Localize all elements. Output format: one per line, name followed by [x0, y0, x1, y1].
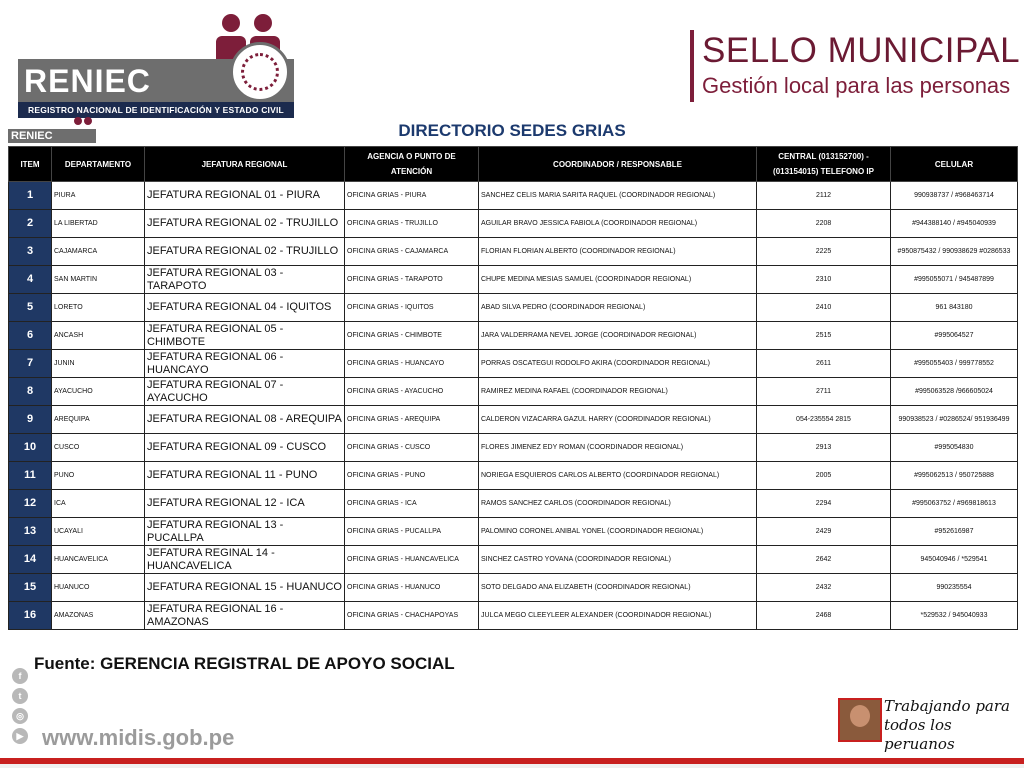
mini-logo-text: RENIEC: [8, 129, 96, 143]
cell-item: 5: [9, 294, 52, 322]
cell-coord: ABAD SILVA PEDRO (COORDINADOR REGIONAL): [479, 294, 757, 322]
cell-ag: OFICINA GRIAS - HUANUCO: [345, 574, 479, 602]
cell-jef: JEFATURA REGIONAL 15 - HUANUCO: [145, 574, 345, 602]
cell-jef: JEFATURA REGIONAL 12 - ICA: [145, 490, 345, 518]
table-row: [9, 378, 1018, 406]
cell-item: 10: [9, 434, 52, 462]
cell-tel: 2711: [757, 378, 891, 406]
column-header: CELULAR: [891, 147, 1018, 182]
cell-dep: SAN MARTIN: [52, 266, 145, 294]
cell-coord: RAMOS SANCHEZ CARLOS (COORDINADOR REGIONAL): [479, 490, 757, 518]
cell-dep: JUNIN: [52, 350, 145, 378]
column-header: JEFATURA REGIONAL: [145, 147, 345, 182]
instagram-icon[interactable]: ◎: [12, 708, 28, 724]
cell-item: 2: [9, 210, 52, 238]
cell-jef: JEFATURA REGIONAL 08 - AREQUIPA: [145, 406, 345, 434]
cell-dep: AMAZONAS: [52, 602, 145, 630]
cell-dep: UCAYALI: [52, 518, 145, 546]
directorio-table: [8, 146, 1018, 630]
cell-tel: 2310: [757, 266, 891, 294]
table-row: [9, 350, 1018, 378]
cell-jef: JEFATURA REGIONAL 02 - TRUJILLO: [145, 210, 345, 238]
facebook-icon[interactable]: f: [12, 668, 28, 684]
cell-coord: NORIEGA ESQUIEROS CARLOS ALBERTO (COORDINADOR REGIONAL): [479, 462, 757, 490]
cell-cel: #952616987: [891, 518, 1018, 546]
twitter-icon[interactable]: t: [12, 688, 28, 704]
cell-coord: CALDERON VIZACARRA GAZUL HARRY (COORDINADOR REGIONAL): [479, 406, 757, 434]
president-photo: [838, 698, 882, 742]
cell-coord: AGUILAR BRAVO JESSICA FABIOLA (COORDINADOR REGIONAL): [479, 210, 757, 238]
cell-coord: JARA VALDERRAMA NEVEL JORGE (COORDINADOR REGIONAL): [479, 322, 757, 350]
cell-cel: #995055071 / 945487899: [891, 266, 1018, 294]
cell-jef: JEFATURA REGIONAL 06 - HUANCAYO: [145, 350, 345, 378]
cell-cel: #995062513 / 950725888: [891, 462, 1018, 490]
cell-cel: 990938737 / #968463714: [891, 182, 1018, 210]
cell-jef: JEFATURA REGIONAL 05 - CHIMBOTE: [145, 322, 345, 350]
table-body: [9, 182, 1018, 630]
cell-jef: JEFATURA REGIONAL 02 - TRUJILLO: [145, 238, 345, 266]
cell-tel: 2515: [757, 322, 891, 350]
table-row: [9, 266, 1018, 294]
cell-jef: JEFATURA REGIONAL 16 - AMAZONAS: [145, 602, 345, 630]
cell-cel: 990938523 / #0286524/ 951936499: [891, 406, 1018, 434]
table-row: [9, 462, 1018, 490]
cell-dep: PUNO: [52, 462, 145, 490]
table-row: [9, 518, 1018, 546]
fingerprint-icon: [230, 42, 290, 102]
slogan: [884, 697, 1024, 754]
cell-dep: PIURA: [52, 182, 145, 210]
cell-ag: OFICINA GRIAS - PUCALLPA: [345, 518, 479, 546]
cell-ag: OFICINA GRIAS - ICA: [345, 490, 479, 518]
cell-ag: OFICINA GRIAS - PIURA: [345, 182, 479, 210]
cell-tel: 2225: [757, 238, 891, 266]
cell-item: 15: [9, 574, 52, 602]
table-row: [9, 182, 1018, 210]
cell-ag: OFICINA GRIAS - HUANCAVELICA: [345, 546, 479, 574]
cell-ag: OFICINA GRIAS - CUSCO: [345, 434, 479, 462]
cell-cel: #950875432 / 990938629 #0286533: [891, 238, 1018, 266]
cell-jef: JEFATURA REGIONAL 07 - AYACUCHO: [145, 378, 345, 406]
cell-tel: 2913: [757, 434, 891, 462]
sello-subtitle: Gestión local para las personas: [702, 73, 1011, 98]
cell-dep: AREQUIPA: [52, 406, 145, 434]
youtube-icon[interactable]: ▶: [12, 728, 28, 744]
cell-item: 9: [9, 406, 52, 434]
cell-dep: CAJAMARCA: [52, 238, 145, 266]
cell-tel: 2468: [757, 602, 891, 630]
cell-jef: JEFATURA REGIONAL 09 - CUSCO: [145, 434, 345, 462]
cell-tel: 2432: [757, 574, 891, 602]
cell-tel: 2294: [757, 490, 891, 518]
slogan-line-2: todos los peruanos: [884, 716, 955, 753]
cell-cel: #995064527: [891, 322, 1018, 350]
cell-tel: 2642: [757, 546, 891, 574]
cell-ag: OFICINA GRIAS - AREQUIPA: [345, 406, 479, 434]
cell-tel: 2005: [757, 462, 891, 490]
table-row: [9, 238, 1018, 266]
cell-dep: HUANUCO: [52, 574, 145, 602]
cell-jef: JEFATURA REGIONAL 11 - PUNO: [145, 462, 345, 490]
reniec-logo-text: RENIEC: [24, 63, 151, 99]
cell-coord: SINCHEZ CASTRO YOVANA (COORDINADOR REGIONAL): [479, 546, 757, 574]
cell-ag: OFICINA GRIAS - AYACUCHO: [345, 378, 479, 406]
reniec-subtitle: REGISTRO NACIONAL DE IDENTIFICACIÓN Y ESTADO CIVIL: [18, 102, 294, 118]
table-row: [9, 434, 1018, 462]
cell-tel: 2112: [757, 182, 891, 210]
cell-jef: JEFATURA REGIONAL 03 - TARAPOTO: [145, 266, 345, 294]
table-row: [9, 406, 1018, 434]
cell-dep: AYACUCHO: [52, 378, 145, 406]
cell-coord: JULCA MEGO CLEEYLEER ALEXANDER (COORDINADOR REGIONAL): [479, 602, 757, 630]
cell-dep: HUANCAVELICA: [52, 546, 145, 574]
cell-ag: OFICINA GRIAS - IQUITOS: [345, 294, 479, 322]
column-header: ITEM: [9, 147, 52, 182]
cell-item: 11: [9, 462, 52, 490]
cell-item: 8: [9, 378, 52, 406]
cell-item: 4: [9, 266, 52, 294]
midis-url[interactable]: www.midis.gob.pe: [42, 725, 235, 750]
cell-ag: OFICINA GRIAS - TARAPOTO: [345, 266, 479, 294]
column-header: CENTRAL (013152700) - (013154015) TELEFONO IP: [757, 147, 891, 182]
cell-cel: *529532 / 945040933: [891, 602, 1018, 630]
cell-dep: ANCASH: [52, 322, 145, 350]
table-row: [9, 490, 1018, 518]
table-row: [9, 294, 1018, 322]
cell-item: 13: [9, 518, 52, 546]
footer-gray-line: [0, 764, 1024, 768]
cell-coord: FLORES JIMENEZ EDY ROMAN (COORDINADOR REGIONAL): [479, 434, 757, 462]
cell-tel: 2611: [757, 350, 891, 378]
cell-coord: RAMIREZ MEDINA RAFAEL (COORDINADOR REGIONAL): [479, 378, 757, 406]
social-icons: [12, 668, 30, 748]
cell-ag: OFICINA GRIAS - CHACHAPOYAS: [345, 602, 479, 630]
cell-jef: JEFATURA REGIONAL 13 - PUCALLPA: [145, 518, 345, 546]
cell-item: 14: [9, 546, 52, 574]
column-header: COORDINADOR / RESPONSABLE: [479, 147, 757, 182]
cell-coord: PALOMINO CORONEL ANIBAL YONEL (COORDINADOR REGIONAL): [479, 518, 757, 546]
cell-jef: JEFATURA REGIONAL 01 - PIURA: [145, 182, 345, 210]
cell-tel: 054-235554 2815: [757, 406, 891, 434]
sello-title: SELLO MUNICIPAL: [702, 31, 1021, 70]
cell-tel: 2410: [757, 294, 891, 322]
fuente-text: Fuente: GERENCIA REGISTRAL DE APOYO SOCIAL: [34, 654, 455, 673]
column-header: AGENCIA O PUNTO DE ATENCIÓN: [345, 147, 479, 182]
column-header: DEPARTAMENTO: [52, 147, 145, 182]
cell-cel: #995063528 /966605024: [891, 378, 1018, 406]
cell-tel: 2429: [757, 518, 891, 546]
table-row: [9, 210, 1018, 238]
table-row: [9, 574, 1018, 602]
cell-tel: 2208: [757, 210, 891, 238]
cell-dep: LA LIBERTAD: [52, 210, 145, 238]
cell-cel: #995063752 / #969818613: [891, 490, 1018, 518]
cell-coord: PORRAS OSCATEGUI RODOLFO AKIRA (COORDINADOR REGIONAL): [479, 350, 757, 378]
table-header-row: [9, 147, 1018, 182]
cell-cel: 990235554: [891, 574, 1018, 602]
cell-coord: FLORIAN FLORIAN ALBERTO (COORDINADOR REGIONAL): [479, 238, 757, 266]
cell-jef: JEFATURA REGINAL 14 - HUANCAVELICA: [145, 546, 345, 574]
cell-ag: OFICINA GRIAS - HUANCAYO: [345, 350, 479, 378]
cell-dep: ICA: [52, 490, 145, 518]
table-row: [9, 546, 1018, 574]
cell-item: 3: [9, 238, 52, 266]
cell-cel: #995055403 / 999778552: [891, 350, 1018, 378]
table-row: [9, 322, 1018, 350]
cell-coord: SOTO DELGADO ANA ELIZABETH (COORDINADOR REGIONAL): [479, 574, 757, 602]
cell-ag: OFICINA GRIAS - PUNO: [345, 462, 479, 490]
cell-dep: CUSCO: [52, 434, 145, 462]
cell-cel: 961 843180: [891, 294, 1018, 322]
cell-item: 16: [9, 602, 52, 630]
cell-dep: LORETO: [52, 294, 145, 322]
cell-item: 6: [9, 322, 52, 350]
cell-jef: JEFATURA REGIONAL 04 - IQUITOS: [145, 294, 345, 322]
cell-item: 12: [9, 490, 52, 518]
cell-item: 7: [9, 350, 52, 378]
cell-item: 1: [9, 182, 52, 210]
sello-divider: [690, 30, 694, 102]
cell-ag: OFICINA GRIAS - CAJAMARCA: [345, 238, 479, 266]
cell-cel: #944388140 / #945040939: [891, 210, 1018, 238]
cell-coord: CHUPE MEDINA MESIAS SAMUEL (COORDINADOR REGIONAL): [479, 266, 757, 294]
directorio-title: DIRECTORIO SEDES GRIAS: [398, 121, 626, 140]
cell-cel: #995054830: [891, 434, 1018, 462]
reniec-logo: [18, 12, 294, 118]
cell-coord: SANCHEZ CELIS MARIA SARITA RAQUEL (COORDINADOR REGIONAL): [479, 182, 757, 210]
cell-ag: OFICINA GRIAS - TRUJILLO: [345, 210, 479, 238]
table-row: [9, 602, 1018, 630]
cell-ag: OFICINA GRIAS - CHIMBOTE: [345, 322, 479, 350]
cell-cel: 945040946 / *529541: [891, 546, 1018, 574]
slogan-line-1: Trabajando para: [884, 697, 1010, 715]
